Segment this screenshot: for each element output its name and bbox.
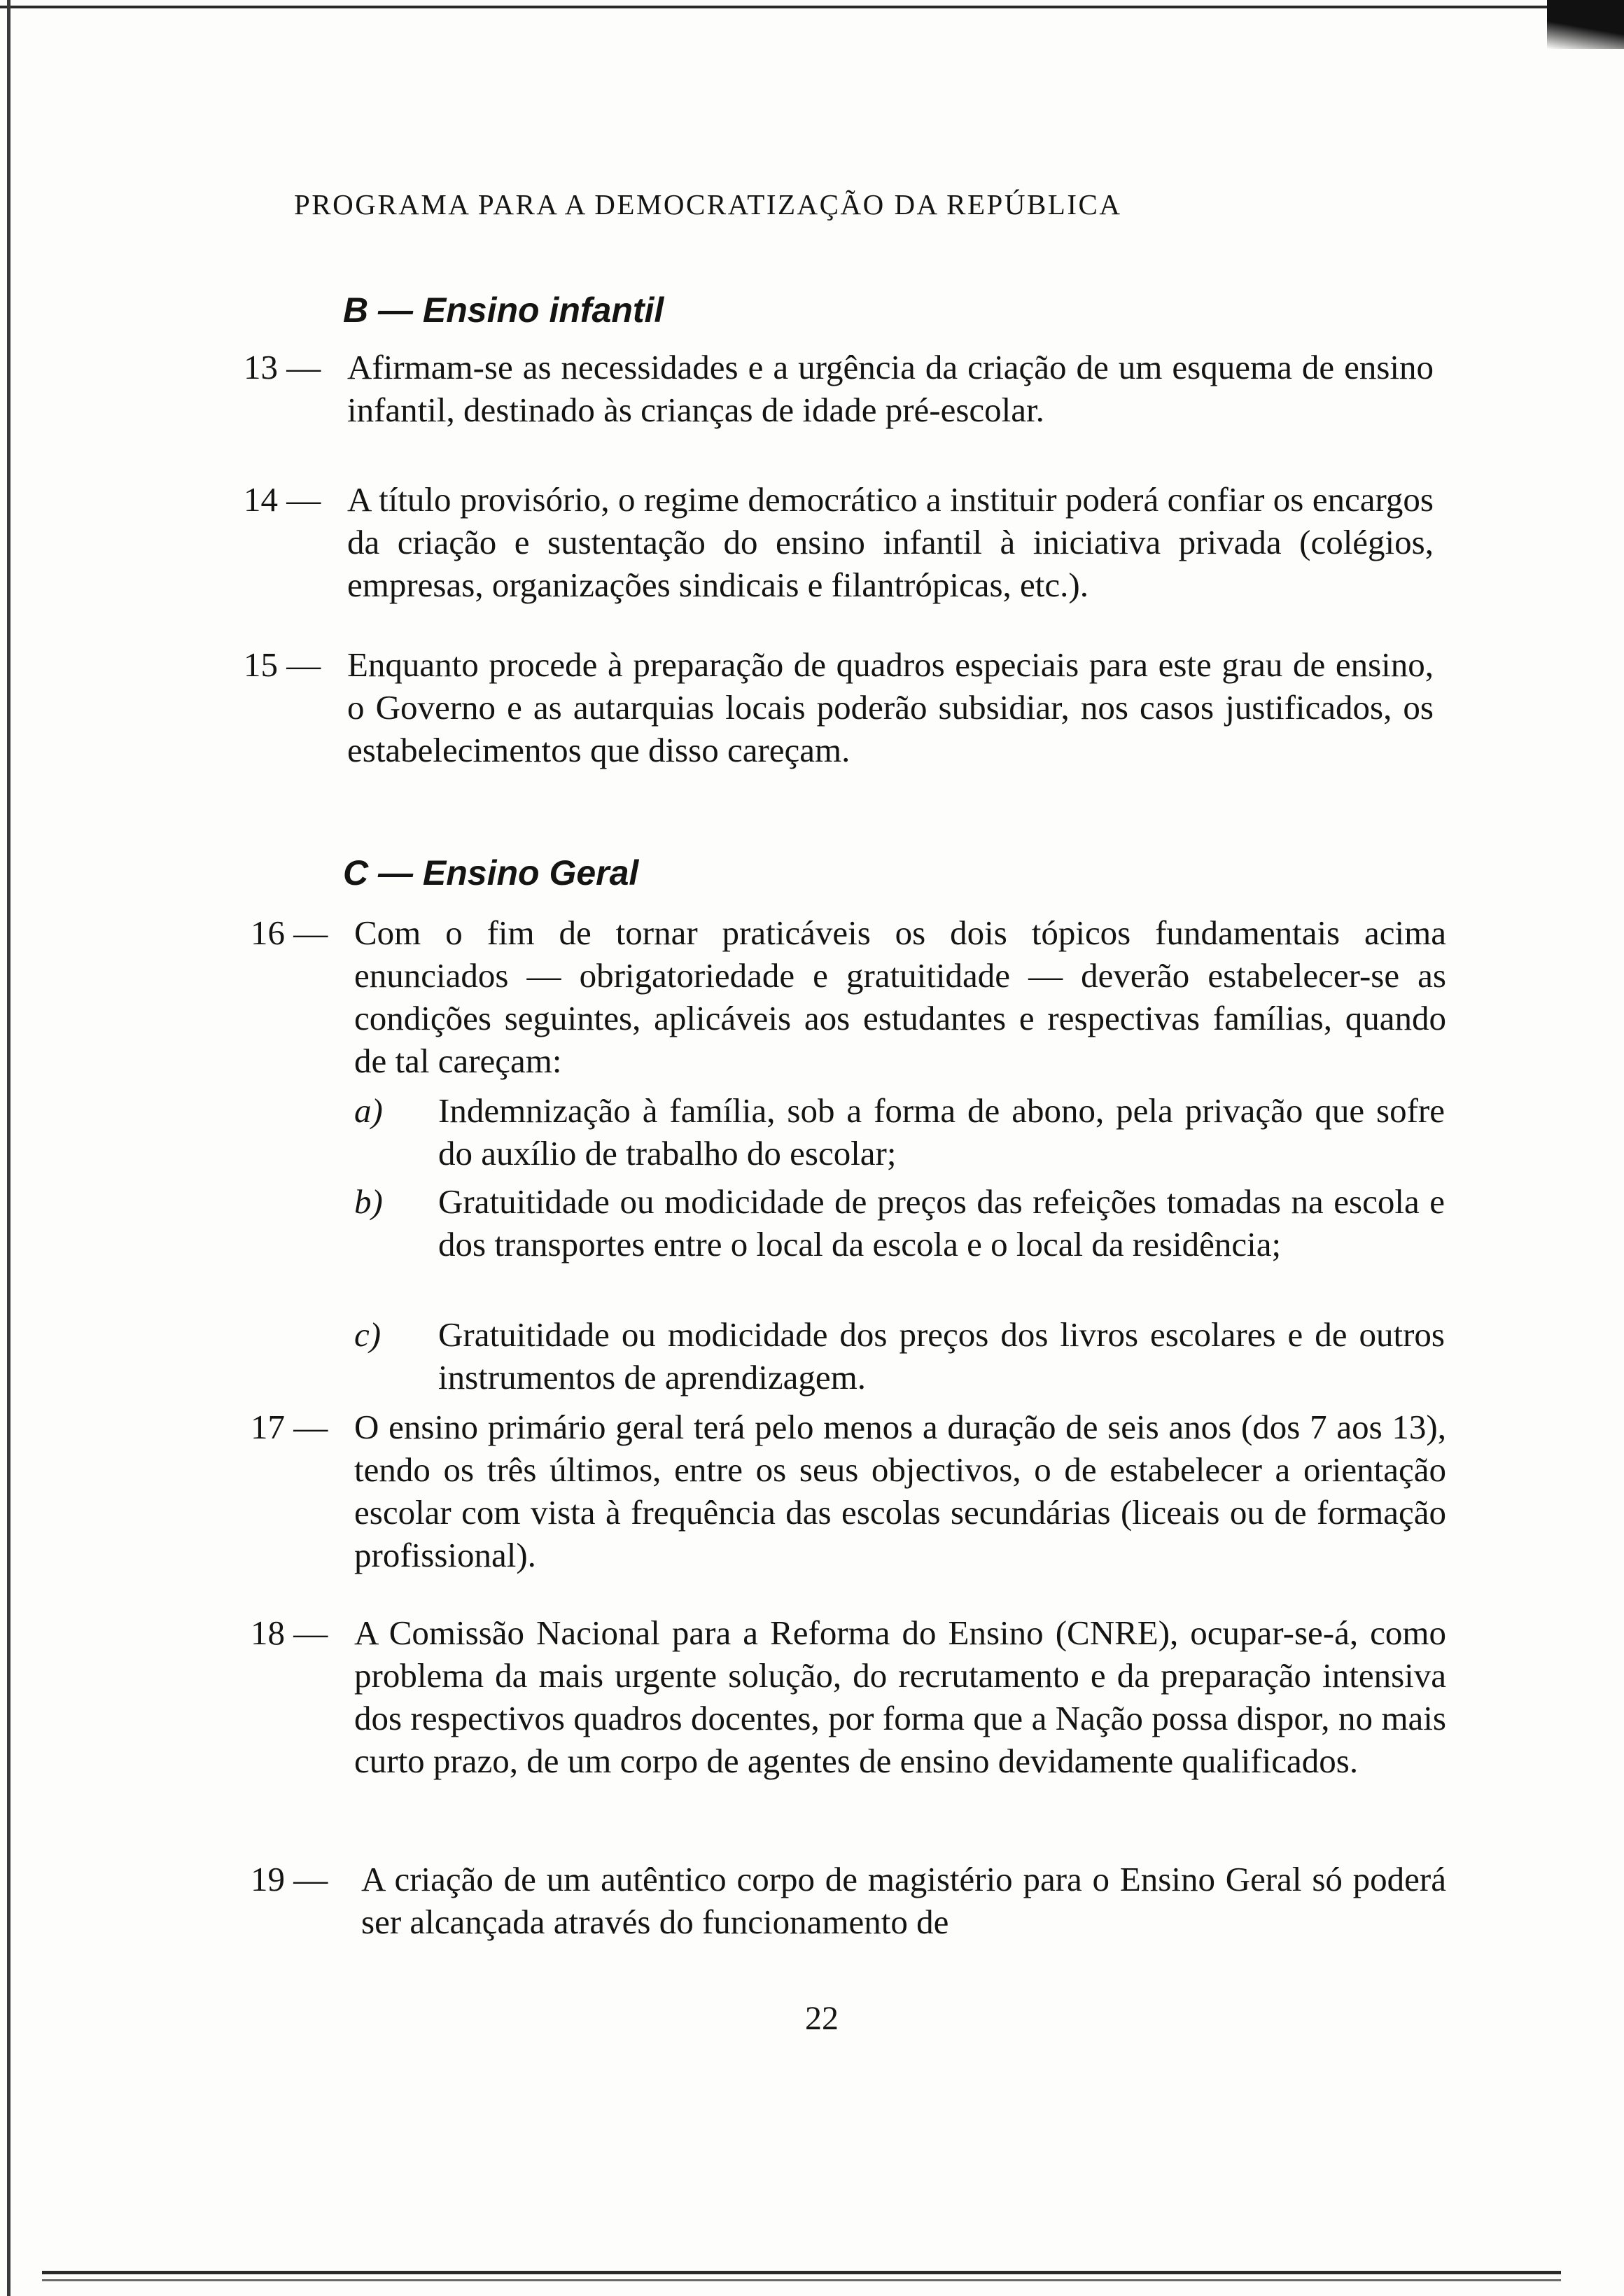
subitem-label: a): [354, 1091, 383, 1130]
scan-edge-left: [7, 0, 10, 2296]
paragraph-number: 19 —: [251, 1860, 328, 1898]
paragraph-text: Com o fim de tornar praticáveis os dois tópicos fundamentais acima enunciados — obrigatoriedade e gratuitidade — deverão estabelecer-se as condições seguintes, aplicáveis aos estudantes e respectivas famílias, quando de tal careçam:: [354, 913, 1446, 1080]
paragraph-number: 18 —: [251, 1614, 328, 1652]
running-head: PROGRAMA PARA A DEMOCRATIZAÇÃO DA REPÚBLICA: [294, 188, 1122, 220]
scan-corner-shadow: [1547, 0, 1624, 49]
subitem-text: Indemnização à família, sob a forma de abono, pela privação que sofre do auxílio de trabalho do escolar;: [438, 1091, 1445, 1172]
subitem-text: Gratuitidade ou modicidade dos preços dos livros escolares e de outros instrumentos de aprendizagem.: [438, 1315, 1445, 1396]
subitem-text: Gratuitidade ou modicidade de preços das refeições tomadas na escola e dos transportes entre o local da escola e o local da residência;: [438, 1182, 1445, 1264]
paragraph-number: 13 —: [244, 348, 321, 386]
paragraph-text: Afirmam-se as necessidades e a urgência da criação de um esquema de ensino infantil, destinado às crianças de idade pré-escolar.: [347, 348, 1434, 429]
paragraph-text: A título provisório, o regime democrático a instituir poderá confiar os encargos da criação e sustentação do ensino infantil à iniciativa privada (colégios, empresas, organizações sindicais e filantrópicas, etc.).: [347, 480, 1434, 604]
paragraph-text: A Comissão Nacional para a Reforma do Ensino (CNRE), ocupar-se-á, como problema da mais urgente solução, do recrutamento e da preparação intensiva dos respectivos quadros docentes, por forma que a Nação possa dispor, no mais curto prazo, de um corpo de agentes de ensino devidamente qualificados.: [354, 1614, 1446, 1780]
scan-edge-bottom-inner: [42, 2279, 1561, 2281]
section-heading-ensino-infantil: B — Ensino infantil: [343, 290, 664, 330]
paragraph-number: 15 —: [244, 645, 321, 684]
paragraph-number: 16 —: [251, 913, 328, 952]
scan-edge-bottom: [42, 2271, 1561, 2274]
paragraph-text: Enquanto procede à preparação de quadros especiais para este grau de ensino, o Governo e as autarquias locais poderão subsidiar, nos casos justificados, os estabelecimentos que disso careçam.: [347, 645, 1434, 769]
paragraph-number: 14 —: [244, 480, 321, 519]
paragraph-number: 17 —: [251, 1408, 328, 1446]
paragraph-text: A criação de um autêntico corpo de magistério para o Ensino Geral só poderá ser alcançada através do funcionamento de: [361, 1860, 1446, 1941]
scan-edge-top: [0, 6, 1547, 8]
subitem-label: c): [354, 1315, 382, 1354]
paragraph-text: O ensino primário geral terá pelo menos a duração de seis anos (dos 7 aos 13), tendo os três últimos, entre os seus objectivos, o de estabelecer a orientação escolar com vista à frequência das escolas secundárias (liceais ou de formação profissional).: [354, 1408, 1446, 1574]
subitem-label: b): [354, 1182, 383, 1221]
section-heading-ensino-geral: C — Ensino Geral: [343, 853, 639, 892]
page-number: 22: [805, 2000, 839, 2037]
